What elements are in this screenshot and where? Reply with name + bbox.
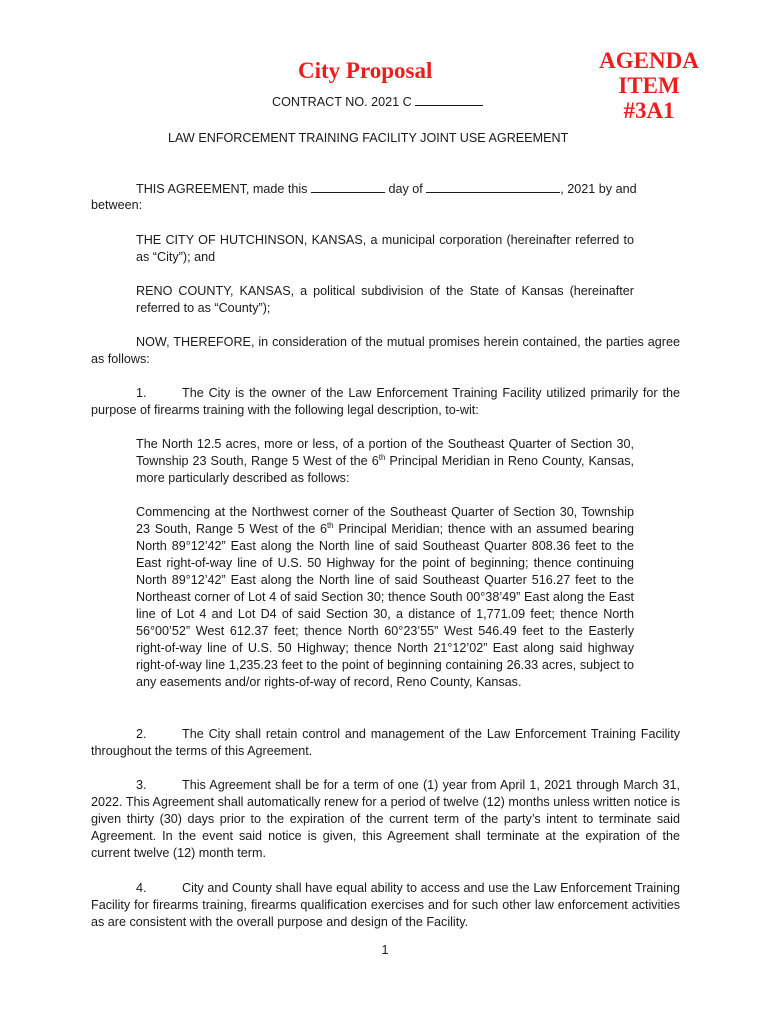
now-therefore-text: NOW, THEREFORE, in consideration of the mutual promises herein contained, the parties agree as follows:	[91, 335, 680, 366]
agenda-line-1: AGENDA	[599, 48, 699, 73]
legal-description-part1-end: Principal Meridian in Reno County, Kansas, more particularly described as follows:	[136, 454, 635, 485]
section-3-number: 3.	[136, 778, 147, 792]
section-2-text: The City shall retain control and management of the Law Enforcement Training Facility throughout the terms of this Agreement.	[91, 727, 680, 758]
intro-between: between:	[91, 198, 143, 212]
page-number: 1	[381, 943, 389, 957]
legal-description-part1: The North 12.5 acres, more or less, of a portion of the Southeast Quarter of Section 30, Township 23 South, Range 5 West of the 6	[136, 437, 634, 468]
section-4-number: 4.	[136, 881, 147, 895]
section-1-text: The City is the owner of the Law Enforcement Training Facility utilized primarily for the purpose of firearms training with the following legal description, to-wit:	[91, 386, 680, 417]
intro-day-of: day of	[388, 182, 423, 196]
section-3-text: This Agreement shall be for a term of one (1) year from April 1, 2021 through March 31, 2022. This Agreement shall automatically renew for a period of twelve (12) months unless written notice is given thirty (30) days prior to the expiration of the current term of the party’s intent to terminate said Agreement. In the event said notice is given, this Agreement shall terminate at the expiration of the current twelve (12) month term.	[91, 778, 680, 860]
now-therefore	[91, 334, 680, 368]
legal-description-part2-end: Principal Meridian; thence with an assumed bearing North 89°12’42” East along the North line of said Southeast Quarter 808.36 feet to the East right-of-way line of U.S. 50 Highway for the point of beginning; thence continuing North 89°12’42” East along the North line of said Southeast Quarter 516.27 feet to the Northeast corner of Lot 4 of said Section 30; thence South 00°38’49” East along the East line of Lot 4 and Lot D4 of said Section 30, a distance of 1,771.09 feet; thence North 56°00’52” West 612.37 feet; thence North 60°23’55” West 546.49 feet to the Easterly right-of-way line of U.S. 50 Highway; thence North 21°12’02” East along said highway right-of-way line 1,235.23 feet to the point of beginning containing 26.33 acres, subject to any easements and/or rights-of-way of record, Reno County, Kansas.	[136, 522, 634, 689]
intro-line	[136, 180, 680, 198]
document-title: LAW ENFORCEMENT TRAINING FACILITY JOINT USE AGREEMENT	[168, 131, 569, 145]
intro-made-this: THIS AGREEMENT, made this	[136, 182, 308, 196]
section-2	[91, 726, 680, 760]
legal-description-metes	[136, 504, 634, 691]
party-county: RENO COUNTY, KANSAS, a political subdivision of the State of Kansas (hereinafter referred to as “County”);	[136, 284, 634, 315]
agenda-item-stamp	[590, 48, 708, 123]
contract-number-label: CONTRACT NO. 2021 C	[272, 95, 412, 109]
section-1	[91, 385, 680, 419]
legal-description-intro	[136, 436, 634, 487]
contract-number	[272, 93, 483, 111]
legal-description-sup2: th	[326, 520, 334, 530]
day-blank	[311, 180, 385, 193]
section-2-number: 2.	[136, 727, 147, 741]
month-blank	[426, 180, 560, 193]
intro-year: , 2021 by and	[560, 182, 637, 196]
section-4-text: City and County shall have equal ability to access and use the Law Enforcement Training Facility for firearms training, firearms qualification exercises and for such other law enforcement activities as are consistent with the overall purpose and design of the Facility.	[91, 881, 680, 929]
legal-description-sup1: th	[378, 452, 386, 462]
contract-number-blank	[415, 93, 483, 106]
legal-description-part2: Commencing at the Northwest corner of the Southeast Quarter of Section 30, Township 23 South, Range 5 West of the 6	[136, 505, 634, 536]
section-3	[91, 777, 680, 862]
party-city: THE CITY OF HUTCHINSON, KANSAS, a municipal corporation (hereinafter referred to as “City”); and	[136, 233, 634, 264]
city-proposal-stamp: City Proposal	[298, 58, 433, 83]
agenda-line-2: ITEM #3A1	[618, 73, 680, 123]
section-4	[91, 880, 680, 931]
section-1-number: 1.	[136, 386, 147, 400]
